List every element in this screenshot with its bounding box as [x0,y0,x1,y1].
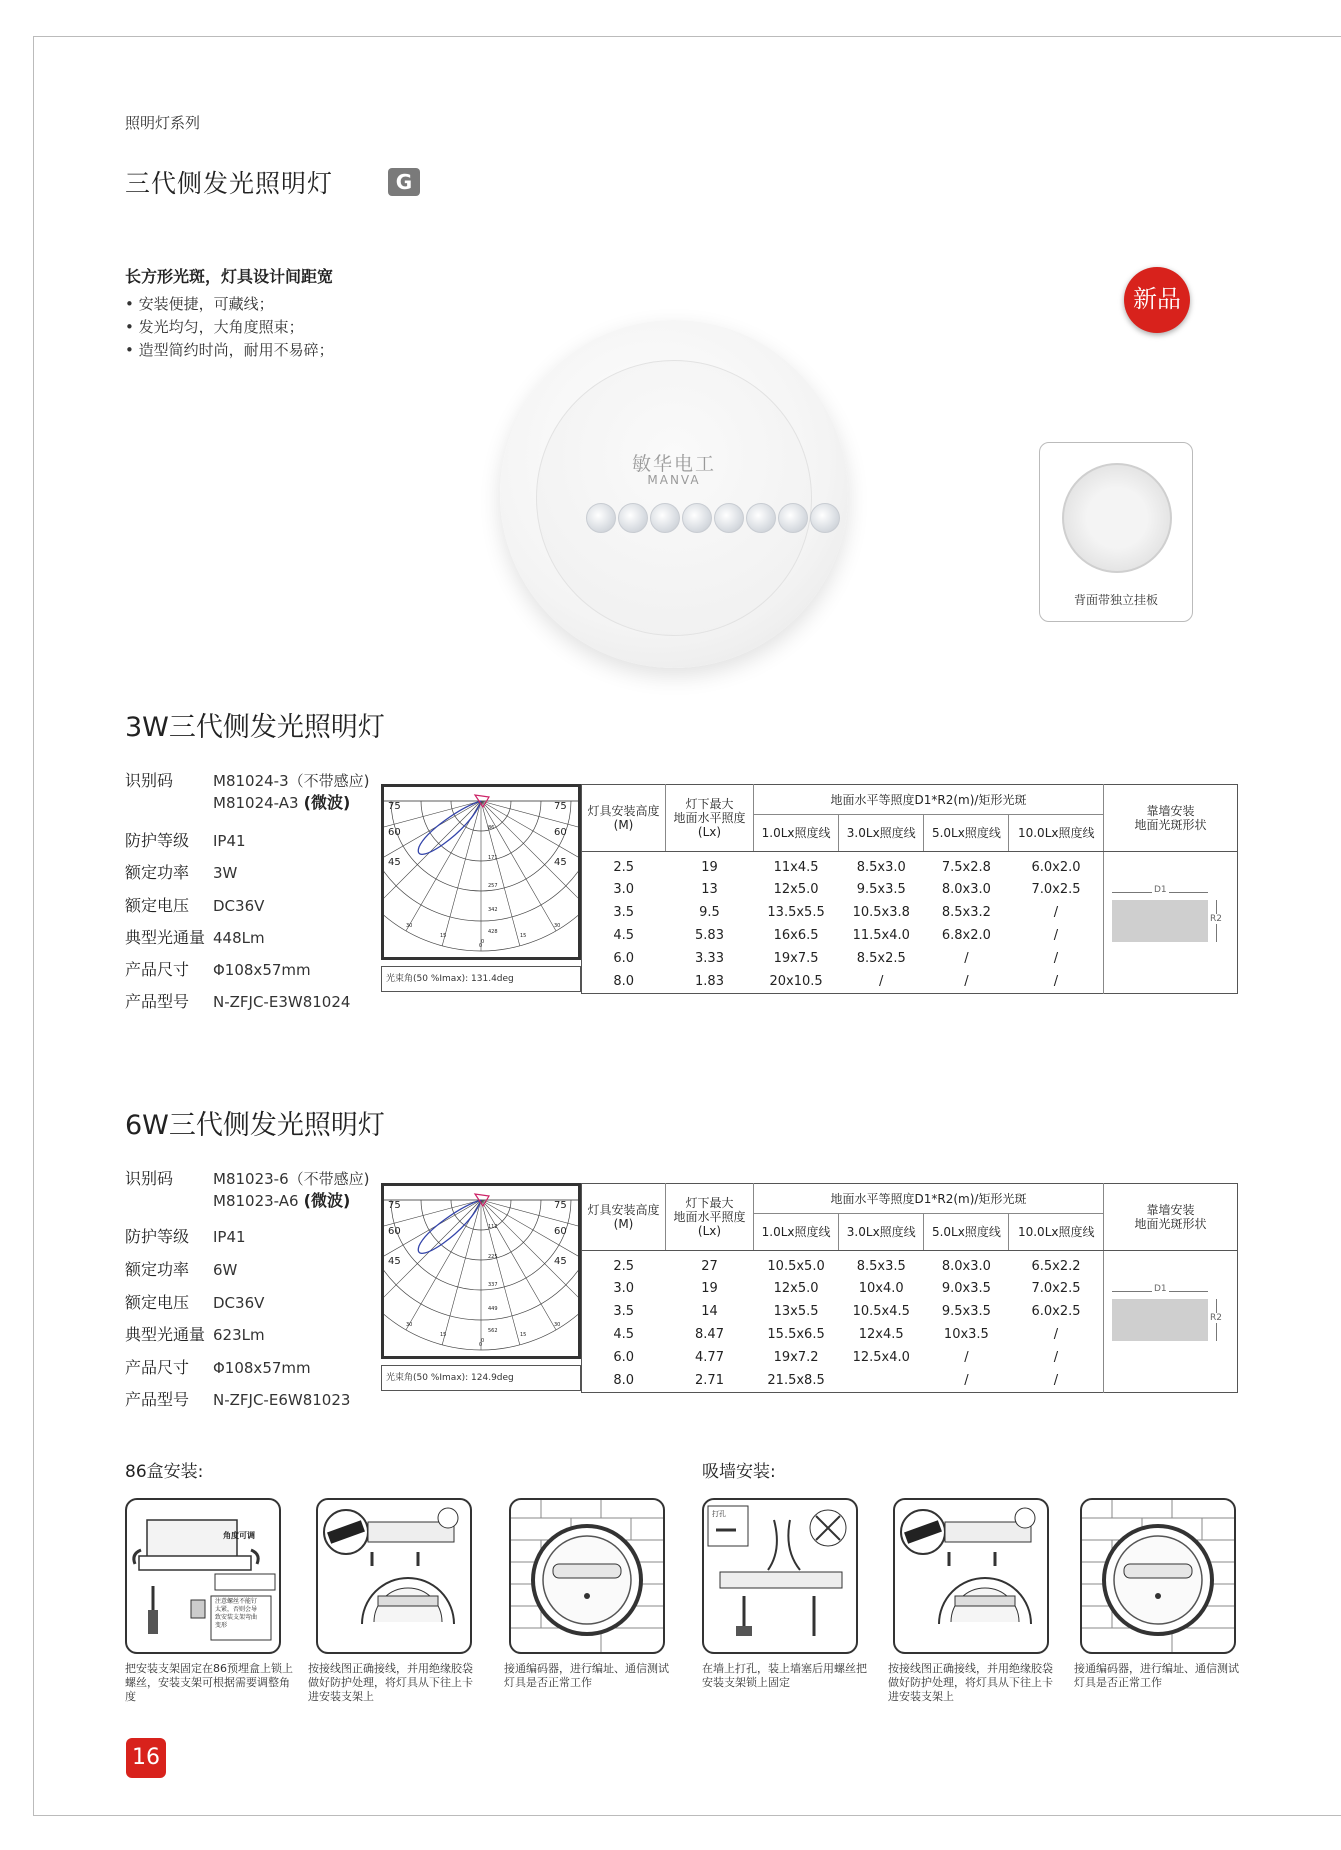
polar-label: 45 [554,857,567,868]
spot-shape [1112,885,1224,942]
polar-grid [384,1200,578,1350]
col-height-unit: (M) [613,1217,634,1231]
table-cell: 11.5x4.0 [852,928,910,944]
polar-label: 60 [554,1226,567,1237]
table-cell: 9.5x3.5 [941,1303,991,1319]
col-1lx: 1.0Lx照度线 [754,1214,839,1251]
table-cell: 6.8x2.0 [941,928,991,944]
svg-text:打孔: 打孔 [712,1510,726,1518]
polar-label: 337 [488,1282,498,1288]
table-cell: / [964,974,969,990]
angle-adjust-tag: 角度可调 [223,1531,255,1540]
table-cell: 10x4.0 [858,1280,904,1296]
back-view-card [1039,442,1193,622]
install-step-caption: 按接线图正确接线，并用绝缘胶袋做好防护处理，将灯具从下往上卡进安装支架上 [888,1662,1053,1703]
install-step-image [702,1498,858,1654]
table-cell: 12x5.0 [773,881,819,897]
col-wall: 靠墙安装 [1146,804,1195,818]
table-cell: 19x7.2 [773,1350,819,1366]
spec-power: 3W [213,864,238,882]
install-step-image [1080,1498,1236,1654]
table-cell: 12x5.0 [773,1280,819,1296]
polar-label: 45 [388,1256,401,1267]
photometric-table [581,784,1238,994]
table-cell: 10.5x4.5 [852,1303,910,1319]
table-cell: 6.0x2.0 [1031,860,1081,876]
table-cell: 6.0 [613,951,635,967]
spec-label: 产品型号 [125,1390,190,1409]
r2-label: R2 [1210,914,1222,924]
r2-label: R2 [1210,1313,1222,1323]
table-cell: 19x7.5 [773,951,819,967]
intensity-curve-a [418,1200,481,1253]
table-cell: 10x3.5 [943,1327,989,1343]
polar-label: 60 [554,827,567,838]
table-cell: 13 [701,881,718,897]
spec-label: 产品尺寸 [125,960,190,979]
spec-label: 额定电压 [125,896,190,915]
brand-en: MANVA [647,473,701,487]
table-cell: 1.83 [695,974,724,990]
table-cell: 7.5x2.8 [941,860,991,876]
polar-label: 15 [520,933,527,939]
col-wall-2: 地面光斑形状 [1134,818,1207,832]
table-row [582,852,1238,878]
install-step-image [316,1498,472,1654]
table-cell: 2.71 [695,1373,724,1389]
g-badge: G [388,168,420,196]
product-photo [500,320,848,668]
table-cell: 6.0x2.5 [1031,1303,1081,1319]
table-cell: 7.0x2.5 [1031,881,1081,897]
product-title: 3W三代侧发光照明灯 [125,712,385,743]
polar-label: 15 [440,933,447,939]
col-group: 地面水平等照度D1*R2(m)/矩形光斑 [754,1184,1104,1214]
col-max-lux-unit: (Lx) [697,1224,722,1238]
polar-diagram [381,784,581,960]
table-cell: 9.5 [699,904,720,920]
col-height-unit: (M) [613,818,634,832]
polar-label: 15 [440,1332,447,1338]
table-cell: 13.5x5.5 [767,904,825,920]
polar-label: 225 [488,1254,498,1260]
spec-label: 防护等级 [125,1227,190,1246]
spec-id2: M81024-A3 [213,794,299,812]
polar-label: 342 [488,907,498,913]
spec-label: 典型光通量 [125,1325,206,1344]
col-max-lux: 灯下最大 [685,797,734,811]
install-86box-title: 86盒安装: [125,1462,204,1482]
polar-label: 30 [406,1322,413,1328]
spec-label: 额定功率 [125,863,190,882]
install-step-image [893,1498,1049,1654]
table-cell: 4.5 [613,1327,635,1343]
beam-angle: 光束角(50 %Imax): 124.9deg [381,1365,581,1391]
table-cell: 8.0 [613,1373,635,1389]
polar-label: 0 [479,943,483,949]
polar-label: 562 [488,1328,498,1334]
spec-model: N-ZFJC-E6W81023 [213,1391,351,1409]
table-cell: 7.0x2.5 [1031,1280,1081,1296]
install-step-caption: 把安装支架固定在86预埋盒上锁上螺丝，安装支架可根据需要调整角度 [125,1662,293,1703]
table-cell: 3.0 [613,1280,635,1296]
polar-label: 112 [488,1224,498,1230]
step1-note: 变形 [215,1622,228,1629]
col-group: 地面水平等照度D1*R2(m)/矩形光斑 [754,785,1104,815]
polar-label: 75 [554,801,567,812]
table-cell: 13x5.5 [773,1303,819,1319]
col-max-lux-2: 地面水平照度 [673,811,746,825]
col-3lx: 3.0Lx照度线 [839,1214,924,1251]
page-title: 三代侧发光照明灯 [125,169,334,198]
table-cell: 2.5 [613,1259,635,1275]
step1-note: 太紧，否则会导 [215,1606,258,1613]
spec-ip: IP41 [213,832,246,850]
table-cell: / [1053,951,1059,967]
intensity-curve-a [418,801,481,854]
polar-label: 45 [388,857,401,868]
table-cell: 14 [701,1303,718,1319]
polar-label: 30 [406,923,413,929]
table-cell: 27 [701,1259,718,1275]
spec-label: 产品尺寸 [125,1358,190,1377]
table-cell: / [1053,974,1059,990]
polar-diagram [381,1183,581,1359]
polar-label: 75 [388,801,401,812]
table-cell: / [1053,928,1059,944]
features-heading: 长方形光斑，灯具设计间距宽 [125,267,334,286]
spot-shape [1112,1284,1224,1341]
polar-label: 171 [488,855,498,861]
polar-label: 257 [488,883,498,889]
polar-grid [384,801,578,951]
col-5lx: 5.0Lx照度线 [924,1214,1009,1251]
table-cell: / [1053,1327,1059,1343]
polar-label: 15 [520,1332,527,1338]
spec-label: 额定电压 [125,1293,190,1312]
table-cell: 6.0 [613,1350,635,1366]
col-max-lux: 灯下最大 [685,1196,734,1210]
col-10lx: 10.0Lx照度线 [1009,815,1104,852]
col-height: 灯具安装高度 [587,1203,660,1217]
col-10lx: 10.0Lx照度线 [1009,1214,1104,1251]
new-product-badge: 新品 [1124,267,1190,333]
spec-power: 6W [213,1261,238,1279]
col-1lx: 1.0Lx照度线 [754,815,839,852]
col-wall-2: 地面光斑形状 [1134,1217,1207,1231]
polar-label: 60 [388,827,401,838]
table-cell: 5.83 [695,928,724,944]
polar-label: 60 [388,1226,401,1237]
spec-id2-note: (微波) [303,793,351,812]
polar-label: 45 [554,1256,567,1267]
install-step-image [509,1498,665,1654]
table-cell: 8.0x3.0 [941,881,991,897]
table-cell: 19 [701,860,718,876]
spec-lumen: 448Lm [213,929,265,947]
table-cell: 8.0 [613,974,635,990]
table-cell: 3.5 [613,1303,635,1319]
table-cell: 21.5x8.5 [767,1373,825,1389]
back-photo [1062,463,1172,573]
install-step-caption: 接通编码器，进行编址、通信测试灯具是否正常工作 [1074,1662,1239,1689]
table-cell: 8.5x3.0 [856,860,906,876]
table-cell: 3.33 [695,951,724,967]
back-caption: 背面带独立挂板 [1073,593,1158,607]
install-step-caption: 按接线图正确接线，并用绝缘胶袋做好防护处理，将灯具从下往上卡进安装支架上 [308,1662,473,1703]
spec-ip: IP41 [213,1228,246,1246]
step1-note: 注意螺丝不能钉 [215,1598,258,1605]
table-cell: 8.0x3.0 [941,1259,991,1275]
polar-label: 428 [488,929,498,935]
d1-label: D1 [1154,885,1167,895]
page-number: 16 [126,1738,166,1778]
polar-label: 449 [488,1306,498,1312]
table-cell: 12.5x4.0 [852,1350,910,1366]
spec-label: 典型光通量 [125,928,206,947]
col-max-lux-2: 地面水平照度 [673,1210,746,1224]
col-height: 灯具安装高度 [587,804,660,818]
feature-item: • 造型简约时尚，耐用不易碎； [125,341,334,359]
table-cell: 9.5x3.5 [856,881,906,897]
table-cell: 8.5x2.5 [856,951,906,967]
col-max-lux-unit: (Lx) [697,825,722,839]
feature-item: • 发光均匀，大角度照束； [125,318,304,336]
series-label: 照明灯系列 [125,114,201,132]
brand-cn: 敏华电工 [631,453,716,475]
spec-id1: M81023-6（不带感应) [213,1170,370,1188]
spec-label: 识别码 [125,1169,174,1188]
spec-size: Φ108x57mm [213,961,311,979]
photometric-table [581,1183,1238,1393]
table-cell: 20x10.5 [769,974,823,990]
col-3lx: 3.0Lx照度线 [839,815,924,852]
col-wall: 靠墙安装 [1146,1203,1195,1217]
table-cell: 10.5x5.0 [767,1259,825,1275]
spec-voltage: DC36V [213,1294,265,1312]
table-cell: 3.0 [613,881,635,897]
spec-lumen: 623Lm [213,1326,265,1344]
lens-strip [579,503,847,533]
step1-note: 致安装支架弯曲 [215,1614,258,1621]
spec-id2: M81023-A6 [213,1192,299,1210]
polar-label: 0 [481,939,485,945]
table-cell: / [1053,904,1059,920]
spec-size: Φ108x57mm [213,1359,311,1377]
table-cell: 3.5 [613,904,635,920]
polar-label: 86 [488,825,495,831]
table-cell: 4.5 [613,928,635,944]
table-cell: 16x6.5 [773,928,819,944]
table-cell: 10.5x3.8 [852,904,910,920]
table-cell: 9.0x3.5 [941,1280,991,1296]
table-cell: 12x4.5 [858,1327,904,1343]
table-cell: 8.5x3.5 [856,1259,906,1275]
table-cell: 15.5x6.5 [767,1327,825,1343]
table-cell: / [964,951,969,967]
spec-id1: M81024-3（不带感应) [213,772,370,790]
table-cell [839,1369,924,1392]
col-5lx: 5.0Lx照度线 [924,815,1009,852]
d1-label: D1 [1154,1284,1167,1294]
feature-item: • 安装便捷，可藏线； [125,295,274,313]
table-cell: 11x4.5 [773,860,819,876]
product-title: 6W三代侧发光照明灯 [125,1110,385,1141]
spec-model: N-ZFJC-E3W81024 [213,993,351,1011]
table-cell: / [1053,1350,1059,1366]
polar-label: 0 [481,1338,485,1344]
install-step-caption: 接通编码器，进行编址、通信测试灯具是否正常工作 [504,1662,669,1689]
table-cell: 6.5x2.2 [1031,1259,1081,1275]
table-cell: / [964,1373,969,1389]
table-cell: 8.5x3.2 [941,904,991,920]
spec-label: 防护等级 [125,831,190,850]
beam-angle: 光束角(50 %Imax): 131.4deg [381,966,581,992]
table-cell: / [1053,1373,1059,1389]
table-cell: / [964,1350,969,1366]
spec-label: 产品型号 [125,992,190,1011]
table-cell: 2.5 [613,860,635,876]
polar-label: 30 [554,923,561,929]
table-cell: 4.77 [695,1350,724,1366]
polar-label: 0 [479,1342,483,1348]
spec-id2-note: (微波) [303,1191,351,1210]
install-step-caption: 在墙上打孔，装上墙塞后用螺丝把安装支架锁上固定 [702,1662,867,1689]
polar-label: 30 [554,1322,561,1328]
spec-label: 额定功率 [125,1260,190,1279]
polar-label: 75 [554,1200,567,1211]
spec-label: 识别码 [125,771,174,790]
table-cell: / [879,974,884,990]
install-wall-title: 吸墙安装: [702,1462,776,1482]
table-row [582,1251,1238,1277]
spec-voltage: DC36V [213,897,265,915]
table-cell: 8.47 [695,1327,724,1343]
table-cell: 19 [701,1280,718,1296]
install-step-image [125,1498,281,1654]
polar-label: 75 [388,1200,401,1211]
